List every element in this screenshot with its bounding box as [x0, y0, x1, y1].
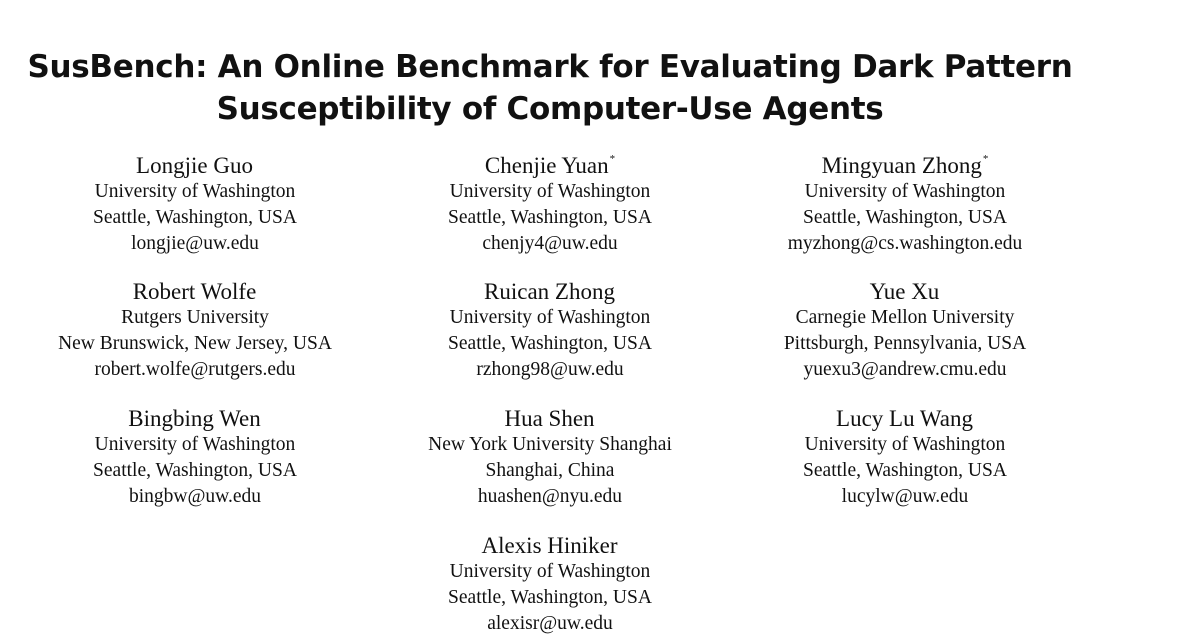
author-name: Bingbing Wen — [128, 406, 261, 431]
author-affiliation: University of Washington — [449, 561, 651, 582]
author-block — [725, 152, 1085, 257]
author-email[interactable]: yuexu3@andrew.cmu.edu — [803, 359, 1007, 380]
author-location: Seattle, Washington, USA — [93, 460, 297, 481]
author-name: Mingyuan Zhong* — [821, 153, 989, 178]
author-affiliation: Carnegie Mellon University — [795, 307, 1015, 328]
author-location: Seattle, Washington, USA — [448, 587, 652, 608]
author-name: Lucy Lu Wang — [836, 406, 973, 431]
author-email[interactable]: bingbw@uw.edu — [128, 486, 262, 507]
author-name: Yue Xu — [869, 279, 940, 304]
author-affiliation: University of Washington — [804, 434, 1006, 455]
author-name: Ruican Zhong — [484, 279, 615, 304]
author-affiliation: University of Washington — [449, 307, 651, 328]
author-name: Hua Shen — [504, 406, 595, 431]
author-location: Seattle, Washington, USA — [93, 207, 297, 228]
title-line-1: SusBench: An Online Benchmark for Evaluating Dark Pattern — [27, 49, 1073, 85]
author-block — [370, 532, 730, 637]
author-email[interactable]: huashen@nyu.edu — [477, 486, 623, 507]
author-email[interactable]: lucylw@uw.edu — [841, 486, 969, 507]
author-block — [725, 405, 1085, 510]
author-block — [370, 405, 730, 510]
author-location: Seattle, Washington, USA — [448, 333, 652, 354]
author-location: Pittsburgh, Pennsylvania, USA — [783, 333, 1027, 354]
author-name: Robert Wolfe — [132, 279, 257, 304]
author-block — [370, 152, 730, 257]
author-location: Seattle, Washington, USA — [448, 207, 652, 228]
author-block — [15, 405, 375, 510]
paper-title — [0, 46, 1100, 130]
author-block — [725, 278, 1085, 383]
author-email[interactable]: myzhong@cs.washington.edu — [787, 233, 1023, 254]
author-email[interactable]: rzhong98@uw.edu — [476, 359, 624, 380]
author-affiliation: University of Washington — [94, 181, 296, 202]
author-email[interactable]: alexisr@uw.edu — [487, 613, 613, 634]
author-block — [15, 152, 375, 257]
author-email[interactable]: longjie@uw.edu — [131, 233, 259, 254]
author-email[interactable]: chenjy4@uw.edu — [482, 233, 618, 254]
title-line-2: Susceptibility of Computer-Use Agents — [216, 91, 884, 127]
author-location: New Brunswick, New Jersey, USA — [58, 333, 332, 354]
equal-contribution-mark: * — [609, 153, 616, 165]
author-location: Shanghai, China — [485, 460, 615, 481]
equal-contribution-mark: * — [982, 153, 989, 165]
author-block — [15, 278, 375, 383]
author-email[interactable]: robert.wolfe@rutgers.edu — [94, 359, 296, 380]
author-location: Seattle, Washington, USA — [803, 207, 1007, 228]
author-name: Alexis Hiniker — [481, 533, 618, 558]
author-affiliation: University of Washington — [94, 434, 296, 455]
author-name: Chenjie Yuan* — [484, 153, 616, 178]
author-affiliation: New York University Shanghai — [428, 434, 672, 455]
author-affiliation: Rutgers University — [121, 307, 269, 328]
author-affiliation: University of Washington — [804, 181, 1006, 202]
author-location: Seattle, Washington, USA — [803, 460, 1007, 481]
author-block — [370, 278, 730, 383]
author-name: Longjie Guo — [136, 153, 253, 178]
author-affiliation: University of Washington — [449, 181, 651, 202]
